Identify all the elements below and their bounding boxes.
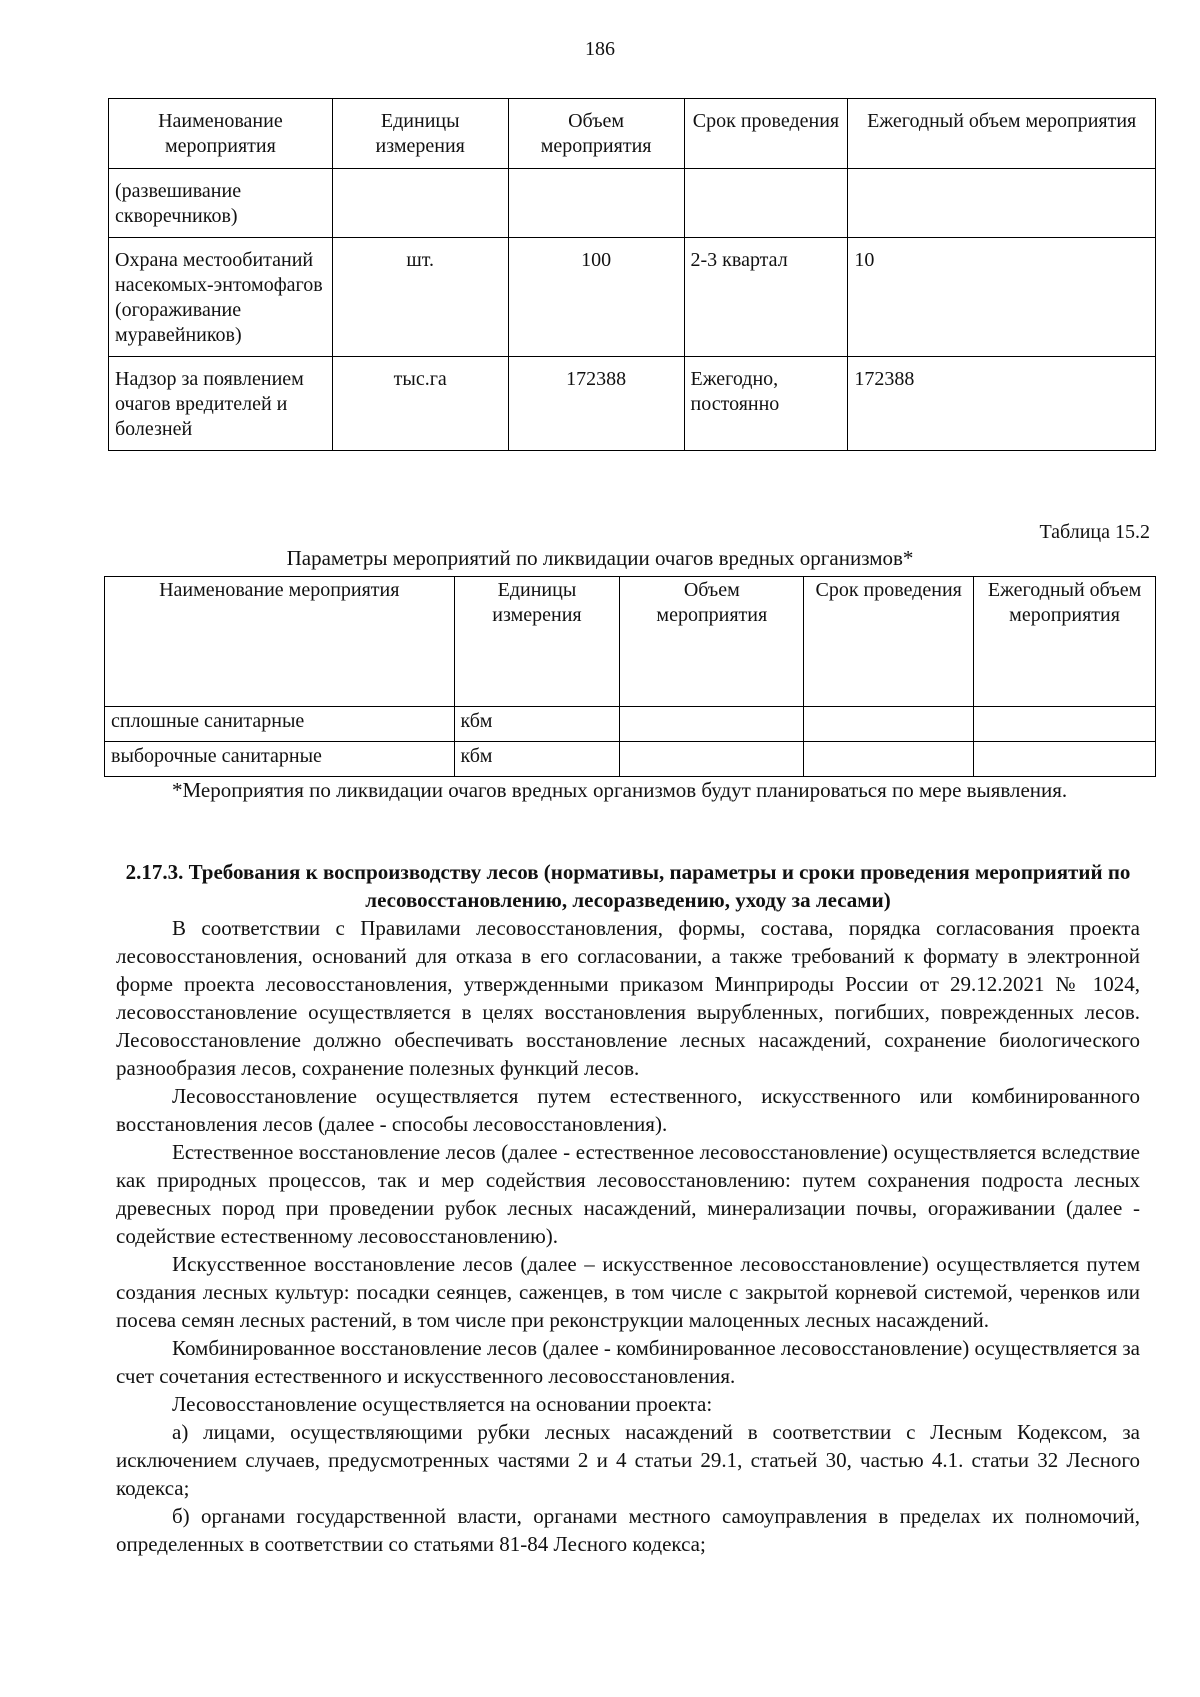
table-cell: кбм — [454, 742, 620, 777]
table-cell: (развешивание скворечников) — [109, 169, 333, 238]
table-row — [109, 238, 1156, 357]
column-header: Объем мероприятия — [508, 99, 684, 169]
column-header: Ежегодный объем мероприятия — [974, 577, 1156, 707]
table-cell — [804, 742, 974, 777]
table-cell: 10 — [848, 238, 1156, 357]
section-heading: 2.17.3. Требования к воспроизводству лесов (нормативы, параметры и сроки проведения мероприятий по лесовосстановлению, лесоразведению, уходу за лесами) — [125, 860, 1131, 912]
table-cell: Охрана местообитаний насекомых-энтомофагов (огораживание муравейников) — [109, 238, 333, 357]
body-text — [116, 914, 1140, 1558]
table-header-row — [109, 99, 1156, 169]
paragraph: б) органами государственной власти, органами местного самоуправления в пределах их полномочий, определенных в соответствии со статьями 81-84 Лесного кодекса; — [116, 1504, 1140, 1556]
table-row — [109, 357, 1156, 451]
table-cell: тыс.га — [332, 357, 508, 451]
liquidation-table — [104, 576, 1156, 777]
table-cell: шт. — [332, 238, 508, 357]
column-header: Срок проведения — [804, 577, 974, 707]
events-table — [108, 98, 1156, 451]
table-cell: выборочные санитарные — [105, 742, 455, 777]
table-cell: сплошные санитарные — [105, 707, 455, 742]
paragraph: а) лицами, осуществляющими рубки лесных насаждений в соответствии с Лесным Кодексом, за исключением случаев, предусмотренных частями 2 и 4 статьи 29.1, статьей 30, частью 4.1. статьи 32 Лесного кодекса; — [116, 1420, 1140, 1500]
table-cell — [332, 169, 508, 238]
table-cell — [974, 742, 1156, 777]
paragraph: Лесовосстановление осуществляется путем естественного, искусственного или комбинированного восстановления лесов (далее - способы лесовосстановления). — [116, 1084, 1140, 1136]
column-header: Объем мероприятия — [620, 577, 804, 707]
column-header: Единицы измерения — [332, 99, 508, 169]
table-cell: 172388 — [508, 357, 684, 451]
table-cell — [620, 742, 804, 777]
paragraph: Лесовосстановление осуществляется на основании проекта: — [172, 1392, 713, 1416]
table-cell — [684, 169, 848, 238]
table-cell — [508, 169, 684, 238]
column-header: Наименование мероприятия — [109, 99, 333, 169]
paragraph: Естественное восстановление лесов (далее - естественное лесовосстановление) осуществляется вследствие как природных процессов, так и мер содействия лесовосстановлению: путем сохранения подроста лесных древесных пород при проведении рубок лесных насаждений, минерализации почвы, огораживании (далее - содействие естественному лесовосстановлению). — [116, 1140, 1140, 1248]
table-cell — [804, 707, 974, 742]
table-row — [109, 169, 1156, 238]
column-header: Срок проведения — [684, 99, 848, 169]
paragraph: В соответствии с Правилами лесовосстановления, формы, состава, порядка согласования проекта лесовосстановления, оснований для отказа в его согласовании, а также требований к формату в электронной форме проекта лесовосстановления, утвержденными приказом Минприроды России от 29.12.2021 № 1024, лесовосстановление осуществляется в целях восстановления вырубленных, погибших, поврежденных лесов. Лесовосстановление должно обеспечивать восстановление лесных насаждений, сохранение биологического разнообразия лесов, сохранение полезных функций лесов. — [116, 916, 1140, 1080]
table-row — [105, 742, 1156, 777]
paragraph: Искусственное восстановление лесов (далее – искусственное лесовосстановление) осуществляется путем создания лесных культур: посадки сеянцев, саженцев, в том числе с закрытой корневой системой, черенков или посева семян лесных растений, в том числе при реконструкции малоценных лесных насаждений. — [116, 1252, 1140, 1332]
column-header: Единицы измерения — [454, 577, 620, 707]
page-number: 186 — [585, 38, 615, 60]
table-row — [105, 707, 1156, 742]
column-header: Ежегодный объем мероприятия — [848, 99, 1156, 169]
table-title: Параметры мероприятий по ликвидации очагов вредных организмов* — [286, 546, 914, 570]
table-cell — [974, 707, 1156, 742]
table-cell — [848, 169, 1156, 238]
table-cell: Ежегодно, постоянно — [684, 357, 848, 451]
table-cell: 172388 — [848, 357, 1156, 451]
paragraph: Комбинированное восстановление лесов (далее - комбинированное лесовосстановление) осуществляется за счет сочетания естественного и искусственного лесовосстановления. — [116, 1336, 1140, 1388]
table-cell: кбм — [454, 707, 620, 742]
table-cell: 100 — [508, 238, 684, 357]
table-cell: Надзор за появлением очагов вредителей и болезней — [109, 357, 333, 451]
table-header-row — [105, 577, 1156, 707]
column-header: Наименование мероприятия — [105, 577, 455, 707]
table-cell: 2-3 квартал — [684, 238, 848, 357]
footnote: *Мероприятия по ликвидации очагов вредных организмов будут планироваться по мере выявления. — [172, 778, 1068, 802]
table-number-caption: Таблица 15.2 — [1039, 521, 1150, 543]
table-cell — [620, 707, 804, 742]
